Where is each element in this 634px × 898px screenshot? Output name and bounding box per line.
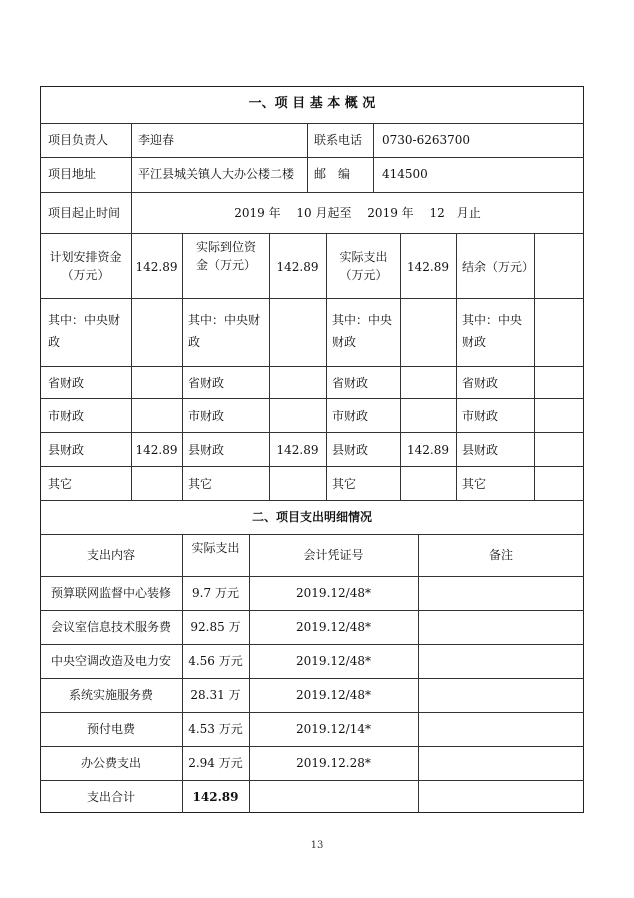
fund-row-label: 市财政 [462, 409, 499, 423]
rule [131, 123, 132, 192]
fund-row-label: 其它 [332, 477, 357, 491]
rule [40, 366, 584, 367]
voucher-header: 会计凭证号 [303, 548, 364, 562]
amount-header: 实际支出 [191, 541, 240, 555]
expense-content: 预算联网监督中心装修 [50, 586, 171, 600]
fund-row-label: 其它 [188, 477, 213, 491]
fund-row-label: 省财政 [462, 376, 499, 390]
rule [40, 432, 584, 433]
rule [418, 534, 419, 813]
fund-row-label: 其它 [462, 477, 487, 491]
content-header: 支出内容 [86, 548, 135, 562]
period-value: 2019 年 10 月起至 2019 年 12 月止 [234, 206, 481, 220]
rule [40, 610, 584, 611]
received-header: 实际到位资金（万元） [195, 240, 256, 272]
rule [40, 192, 584, 193]
rule [40, 576, 584, 577]
fund-row-label: 市财政 [332, 409, 369, 423]
expense-voucher: 2019.12/48* [296, 688, 371, 702]
expense-voucher: 2019.12/48* [296, 654, 371, 668]
fund-row-label: 市财政 [48, 409, 85, 423]
expense-amount: 92.85 万 [190, 620, 241, 634]
rule [40, 780, 584, 781]
total-label: 支出合计 [86, 790, 135, 804]
rule [40, 466, 584, 467]
expense-amount: 28.31 万 [190, 688, 241, 702]
fund-row-label: 其中：中央财政 [332, 313, 393, 349]
fund-row-label: 县财政 [462, 443, 499, 457]
section2-title: 二、项目支出明细情况 [251, 510, 372, 524]
fund-row-label: 其中：中央财政 [188, 313, 261, 349]
rule [40, 712, 584, 713]
fund-row-label: 其它 [48, 477, 73, 491]
rule [40, 157, 584, 158]
rule [40, 534, 584, 535]
leader-label: 项目负责人 [48, 133, 109, 147]
address-label: 项目地址 [48, 167, 97, 181]
balance-header: 结余（万元） [462, 260, 535, 274]
expense-amount: 4.56 万元 [188, 654, 243, 668]
rule [40, 500, 584, 501]
planned-header: 计划安排资金（万元） [49, 250, 122, 282]
fund-row-label: 省财政 [48, 376, 85, 390]
expense-content: 预付电费 [86, 722, 135, 736]
note-header: 备注 [488, 548, 513, 562]
rule [40, 398, 584, 399]
fund-row-label: 其中：中央财政 [462, 313, 523, 349]
page-number: 13 [310, 840, 324, 851]
received-total: 142.89 [276, 260, 319, 274]
rule [373, 123, 374, 192]
rule [307, 123, 308, 192]
expense-amount: 2.94 万元 [188, 756, 243, 770]
phone-label: 联系电话 [314, 133, 363, 147]
expense-amount: 9.7 万元 [192, 586, 239, 600]
rule [456, 233, 457, 500]
fund-row-label: 省财政 [332, 376, 369, 390]
postcode-label: 邮 编 [314, 167, 351, 181]
expense-voucher: 2019.12/14* [296, 722, 371, 736]
expense-content: 中央空调改造及电力安 [50, 654, 171, 668]
expense-voucher: 2019.12.28* [296, 756, 371, 770]
leader-value: 李迎春 [138, 133, 175, 147]
total-value: 142.89 [192, 790, 239, 804]
rule [40, 644, 584, 645]
postcode-value: 414500 [382, 167, 428, 181]
planned-total: 142.89 [135, 260, 178, 274]
address-value: 平江县城关镇人大办公楼二楼 [138, 167, 295, 181]
county-spent: 142.89 [407, 443, 449, 457]
fund-row-label: 县财政 [332, 443, 369, 457]
rule [40, 233, 584, 234]
expense-voucher: 2019.12/48* [296, 620, 371, 634]
county-received: 142.89 [276, 443, 319, 457]
county-planned: 142.89 [135, 443, 178, 457]
rule [40, 746, 584, 747]
rule [182, 534, 183, 813]
rule [249, 534, 250, 813]
fund-row-label: 县财政 [188, 443, 225, 457]
rule [40, 298, 584, 299]
rule [40, 678, 584, 679]
rule [40, 123, 584, 124]
expense-content: 系统实施服务费 [68, 688, 153, 702]
section1-title: 一、项 目 基 本 概 况 [248, 96, 376, 111]
expense-amount: 4.53 万元 [188, 722, 243, 736]
expense-voucher: 2019.12/48* [296, 586, 371, 600]
spent-header: 实际支出（万元） [339, 250, 388, 282]
fund-row-label: 市财政 [188, 409, 225, 423]
fund-row-label: 省财政 [188, 376, 225, 390]
fund-row-label: 其中：中央财政 [48, 313, 121, 349]
period-label: 项目起止时间 [48, 206, 121, 220]
rule [534, 233, 535, 500]
expense-content: 会议室信息技术服务费 [50, 620, 171, 634]
expense-content: 办公费支出 [80, 756, 141, 770]
fund-row-label: 县财政 [48, 443, 85, 457]
spent-total: 142.89 [407, 260, 449, 274]
phone-value: 0730-6263700 [382, 133, 471, 147]
